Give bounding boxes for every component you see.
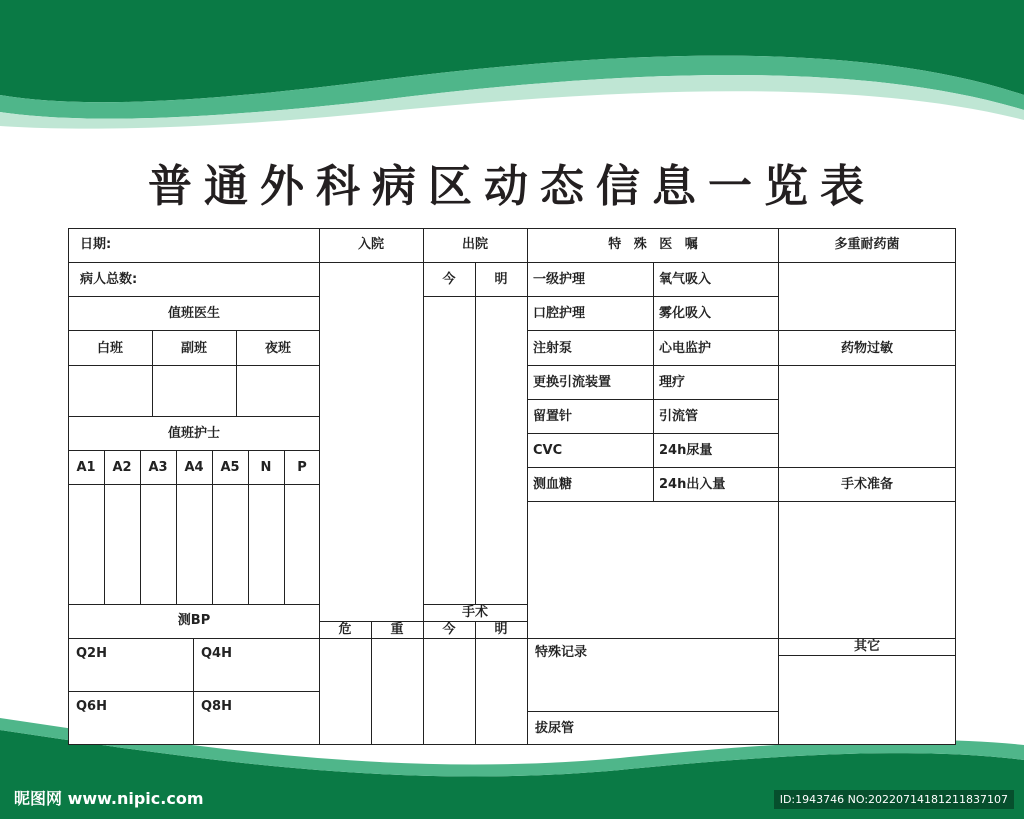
nurse-input[interactable] <box>284 484 320 605</box>
order-label: 测血糖 <box>533 477 573 492</box>
critical-label: 危 <box>338 622 352 637</box>
nurse-col-label: A1 <box>76 460 96 475</box>
shift-label: 副班 <box>180 341 208 356</box>
surgery-today-input[interactable] <box>423 638 476 745</box>
shift-night-input[interactable] <box>236 365 320 417</box>
order-label: 24h尿量 <box>659 443 713 458</box>
surgery-tomorrow-input[interactable] <box>475 638 528 745</box>
q-label: Q4H <box>201 646 232 661</box>
date-label: 日期: <box>80 237 112 252</box>
discharge-header: 出院 <box>461 237 489 252</box>
severe-input[interactable] <box>371 638 424 745</box>
shift-label: 白班 <box>96 341 124 356</box>
order-label: 更换引流装置 <box>533 375 612 390</box>
nurse-input[interactable] <box>212 484 249 605</box>
other-input[interactable] <box>778 655 956 745</box>
patient-total-label: 病人总数: <box>80 272 138 287</box>
other-header: 其它 <box>853 639 881 654</box>
allergy-input[interactable] <box>778 365 956 468</box>
severe-label: 重 <box>390 622 404 637</box>
discharge-today-input[interactable] <box>423 296 476 605</box>
shift-day-input[interactable] <box>68 365 153 417</box>
order-label: 心电监护 <box>659 341 712 356</box>
discharge-tomorrow-input[interactable] <box>475 296 528 605</box>
watermark-id: ID:1943746 NO:20220714181211837107 <box>774 790 1014 809</box>
mdr-header: 多重耐药菌 <box>834 237 900 252</box>
nurse-col-label: A2 <box>112 460 132 475</box>
order-label: 理疗 <box>659 375 686 390</box>
critical-input[interactable] <box>319 638 372 745</box>
surgery-prep-input[interactable] <box>778 501 956 639</box>
catheter-label: 拔尿管 <box>535 721 575 736</box>
surgery-tomorrow-label: 明 <box>494 622 508 637</box>
tomorrow-label: 明 <box>494 272 508 287</box>
surgery-today-label: 今 <box>442 622 456 637</box>
order-label: 注射泵 <box>533 341 573 356</box>
nurse-input[interactable] <box>68 484 105 605</box>
order-label: 24h出入量 <box>659 477 726 492</box>
order-label: 氧气吸入 <box>659 272 712 287</box>
order-label: 留置针 <box>533 409 573 424</box>
nurse-input[interactable] <box>140 484 177 605</box>
nurse-input[interactable] <box>104 484 141 605</box>
nurse-input[interactable] <box>176 484 213 605</box>
bp-label: 测BP <box>177 613 211 628</box>
doctor-header: 值班医生 <box>167 306 221 321</box>
page-title: 普通外科病区动态信息一览表 <box>148 161 876 212</box>
orders-blank-input[interactable] <box>527 501 779 639</box>
nurse-header: 值班护士 <box>167 426 221 441</box>
allergy-header: 药物过敏 <box>840 341 894 356</box>
nurse-col-label: N <box>260 460 272 475</box>
order-label: 引流管 <box>659 409 699 424</box>
surgery-prep-header: 手术准备 <box>840 477 894 492</box>
watermark-site: 昵图网 www.nipic.com <box>14 789 204 808</box>
nurse-col-label: P <box>297 460 307 475</box>
orders-header: 特 殊 医 嘱 <box>608 237 698 252</box>
order-label: CVC <box>533 443 563 458</box>
surgery-header: 手术 <box>461 605 489 620</box>
q-label: Q6H <box>76 699 107 714</box>
shift-deputy-input[interactable] <box>152 365 237 417</box>
order-label: 口腔护理 <box>533 306 586 321</box>
special-record-label: 特殊记录 <box>535 645 588 660</box>
nurse-col-label: A5 <box>220 460 240 475</box>
mdr-input[interactable] <box>778 262 956 331</box>
order-label: 雾化吸入 <box>659 306 712 321</box>
today-label: 今 <box>442 272 456 287</box>
q-label: Q8H <box>201 699 232 714</box>
nurse-col-label: A4 <box>184 460 204 475</box>
order-label: 一级护理 <box>533 272 586 287</box>
admit-header: 入院 <box>357 237 385 252</box>
admit-input[interactable] <box>319 262 424 622</box>
nurse-input[interactable] <box>248 484 285 605</box>
nurse-col-label: A3 <box>148 460 168 475</box>
q-label: Q2H <box>76 646 107 661</box>
shift-label: 夜班 <box>264 341 292 356</box>
